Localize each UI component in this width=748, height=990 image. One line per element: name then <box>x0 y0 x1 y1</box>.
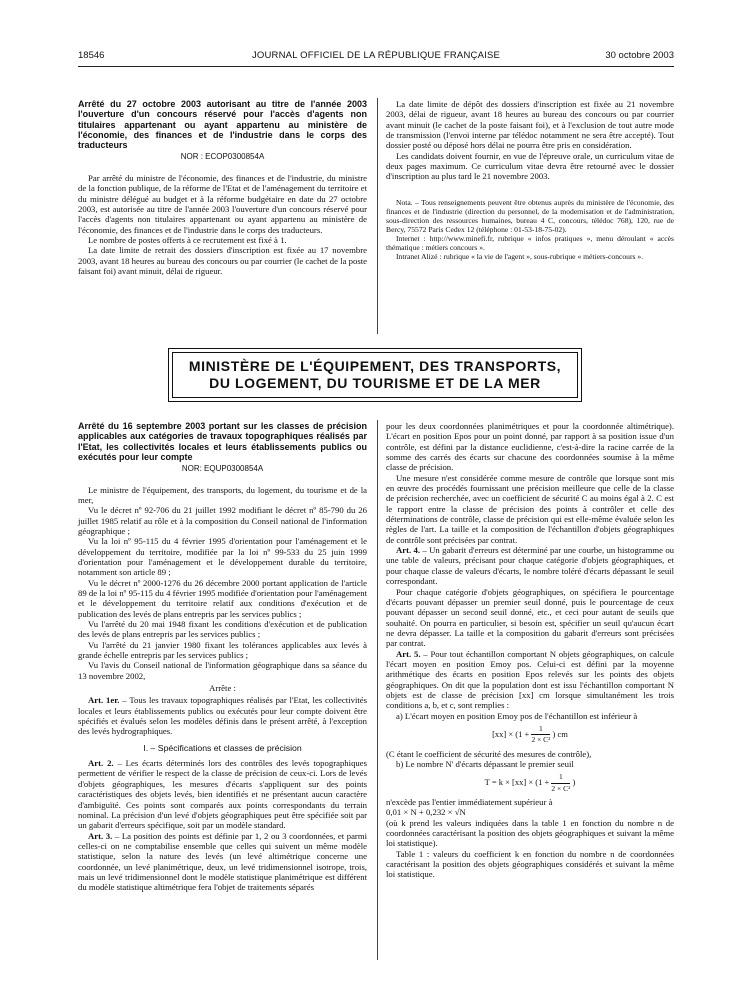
formula-2: T = k × [xx] × (1 + $\frac{1}{\text{2 × C²}}$ ) <box>484 772 576 793</box>
article-label: Art. 1er. <box>88 695 120 706</box>
formula-note: (C étant le coefficient de sécurité des mesures de contrôle), <box>386 748 592 759</box>
article1-note: Nota. – Tous renseignements peuvent être obtenus auprès du ministère de l'économie, des finances et de l'industrie (direction du personnel, de la modernisation et de l'administration, sous-direction des ressources humaines, bureau 4 C, concours, télédoc 768), 120, rue de Bercy, 75572 Paris Cedex 12 (téléphone : 01-53-18-75-02). <box>386 197 674 234</box>
article1-note: Internet : http://www.minefi.fr, rubrique « infos pratiques », menu déroulant « accès thématique : métiers concours ». <box>386 233 674 252</box>
article1-paragraph: Par arrêté du ministre de l'économie, des finances et de l'industrie, du ministre de la fonction publique, de la réforme de l'Etat et de l'aménagement du territoire et du ministre délégué au budget et à la réforme budgétaire en date du 27 octobre 2003, est autorisée au titre de l'année 2003 l'ouverture d'un concours réservé pour l'accès d'agents non titulaires appartenant ou ayant appartenu au ministère de l'économie, des finances et de l'industrie dans le corps des traducteurs. <box>78 172 367 235</box>
ministry-heading-box <box>172 352 578 398</box>
formula-3: 0,01 × N + 0,232 × √N <box>386 807 466 818</box>
article2-paragraph: Une mesure n'est considérée comme mesure de contrôle que lorsque sont mis en œuvre des procédés fournissant une précision meilleure que celle de la classe de précision recherchée, avec un coefficient de sécurité C au moins égal à 2. C est le rapport entre la classe de précision des points à contrôler et celle des déterminations de contrôle, classe de précision qui est elle-même évaluée selon les règles de l'art. La taille et la composition de l'échantillon d'objets géographiques de contrôle sont précisées par contrat. <box>386 472 674 545</box>
arrete-heading: Arrête : <box>209 683 236 694</box>
article-1: Art. 1er. – Tous les travaux topographiques réalisés par l'Etat, les collectivités locales et leurs établissements publics ou exécutés pour leur compte doivent être spécifiés et évalués selon les modèles définis dans le présent arrêté, à l'exception des levés hydrographiques. <box>78 695 368 737</box>
article-4: Art. 4. – Un gabarit d'erreurs est déterminé par une courbe, un histogramme ou une table de valeurs, précisant pour chaque catégorie d'objets géographiques, et pour chaque classe de valeurs d'écarts, le nombre toléré d'écarts dépassant le seuil correspondant. <box>386 545 675 587</box>
article2-paragraph: Vu l'avis du Conseil national de l'information géographique dans sa séance du 13 novembre 2002, <box>78 660 367 681</box>
section-heading: I. – Spécifications et classes de précision <box>143 742 302 753</box>
article2-right-column <box>386 421 674 880</box>
journal-title: JOURNAL OFFICIEL DE LA RÉPUBLIQUE FRANÇAISE <box>251 50 501 61</box>
article1-note: Intranet Alizé : rubrique « la vie de l'agent », sous-rubrique « métiers-concours ». <box>396 251 644 261</box>
table-caption: Table 1 : valeurs du coefficient k en fonction du nombre n de coordonnées caractérisant la position des objets géographiques considérés et suivant la même loi statistique. <box>386 848 674 880</box>
page-header <box>78 50 674 64</box>
article-label: Art. 5. <box>396 648 421 659</box>
article2-paragraph: Vu l'arrêté du 21 janvier 1980 fixant les tolérances applicables aux levés à grande échelle entrepris par les services publics ; <box>78 639 367 661</box>
ministry-line: MINISTÈRE DE L'ÉQUIPEMENT, DES TRANSPORTS, <box>188 358 562 374</box>
article2-nor: NOR: EQUP0300854A <box>181 464 264 474</box>
article-label: Art. 4. <box>396 545 421 556</box>
article-2: Art. 2. – Les écarts déterminés lors des contrôles des levés topographiques permettent de vérifier le respect de la classe de précision de ceux-ci. Lors de levés d'objets géographiques, les mesures d'écarts s'appliquent sur des points caractéristiques des objets levés, bien identifiés et ne présentant aucun caractère d'ambiguïté. Ces points sont comparés aux points correspondants du terrain nominal. La précision d'un levé d'objets géographiques peut être spécifiée soit par un gabarit d'erreurs spécifique, soit par un modèle standard. <box>78 758 367 831</box>
article1-paragraph: Le nombre de postes offerts à ce recrutement est fixé à 1. <box>88 234 287 245</box>
article2-paragraph: Vu l'arrêté du 20 mai 1948 fixant les conditions d'exécution et de publication des levés de plans entrepris par les services publics ; <box>78 619 367 640</box>
condition-b: b) Le nombre N' d'écarts dépassant le premier seuil <box>396 759 574 769</box>
article1-right-column <box>386 99 674 261</box>
article2-left-column <box>78 421 367 893</box>
article-3: Art. 3. – La position des points est définie par 1, 2 ou 3 coordonnées, et parmi celles-ci on ne comptabilise ensemble que celles qui suivent un même modèle statistique, selon la nature des levés (un levé altimétrique concerne une coordonnée, un levé planimétrique, deux, un levé tridimensionnel isotrope, trois, mais un levé tridimensionnel dont le modèle statistique planimétrique est différent du modèle statistique altimétrique fera l'objet de traitements séparés <box>78 830 367 893</box>
column-divider <box>377 98 378 334</box>
issue-date: 30 octobre 2003 <box>605 50 674 61</box>
article1-left-column <box>78 99 367 276</box>
condition-a: a) L'écart moyen en position Emoy pos de l'échantillon est inférieur à <box>396 710 638 721</box>
article-5: Art. 5. – Pour tout échantillon comportant N objets géographiques, on calcule l'écart moyen en position Emoy pos. Celui-ci est défini par la moyenne arithmétique des écarts en position Epos relevés sur les points des objets géographiques. On dit que la population dont est issu l'échantillon comportant N objets est de classe de précision [xx] cm lorsque simultanément les trois conditions a, b, et c, sont remplies : <box>386 648 675 711</box>
article1-paragraph: La date limite de retrait des dossiers d'inscription est fixée au 17 novembre 2003, avant 18 heures au bureau des concours ou par courrier (le cachet de la poste faisant foi) avant minuit, délai de rigueur. <box>78 245 367 276</box>
column-divider <box>377 420 378 960</box>
condition-b-note: (où k prend les valeurs indiquées dans la table 1 en fonction du nombre n de coordonnées caractérisant la position des objets géographiques et suivant la même loi statistique). <box>386 817 674 849</box>
article2-paragraph: Vu la loi nº 95-115 du 4 février 1995 d'orientation pour l'aménagement et le développement du territoire, modifiée par la loi nº 99-533 du 25 juin 1999 d'orientation pour l'aménagement et le développement durable du territoire, notamment son article 89 ; <box>78 536 367 578</box>
article2-paragraph: pour les deux coordonnées planimétriques et pour la coordonnée altimétrique). L'écart en position Epos pour un point donné, par rapport à sa position issue d'un contrôle, est défini par la distance euclidienne, c'est-à-dire la racine carrée de la somme des carrés des écarts sur chacune des coordonnées soumise à la même classe de précision. <box>386 421 674 473</box>
fraction: $\frac{1}{\text{2 × C²}}$ <box>531 723 551 745</box>
formula-1: [xx] × (1 + $\frac{1}{\text{2 × C²}}$ ) cm <box>492 723 568 745</box>
ministry-line: DU LOGEMENT, DU TOURISME ET DE LA MER <box>209 375 541 391</box>
article1-paragraph: La date limite de dépôt des dossiers d'inscription est fixée au 21 novembre 2003, délai de rigueur, avant 18 heures au bureau des concours ou par courrier avant minuit (le cachet de la poste faisant foi), et à l'exclusion de tout autre mode de transmission (l'envoi interne par télédoc notamment ne sera être accepté). Tout dossier posté ou déposé hors délai ne pourra être pris en considération. <box>386 99 674 151</box>
article2-paragraph: Le ministre de l'équipement, des transports, du logement, du tourisme et de la mer, <box>78 484 367 505</box>
condition-b-text: n'excède pas l'entier immédiatement supérieur à <box>386 797 553 808</box>
article-label: Art. 3. <box>88 830 113 841</box>
article2-paragraph: Pour chaque catégorie d'objets géographiques, on spécifiera le pourcentage d'écarts pouvant dépasser un premier seuil donné, puis le pourcentage de ceux pouvant dépasser un second seuil donné, etc., et ceci pour autant de seuils que souhaité. On pourra en particulier, si besoin est, spécifier un seuil qu'aucun écart ne devra dépasser. La taille et la composition du gabarit d'erreurs sont précisées par contrat. <box>386 586 674 649</box>
article1-nor: NOR : ECOP0300854A <box>180 152 265 162</box>
article-label: Art. 2. <box>88 758 114 769</box>
article2-paragraph: Vu le décret nº 2000-1276 du 26 décembre 2000 portant application de l'article 89 de la loi nº 95-115 du 4 février 1995 modifiée d'orientation pour l'aménagement et le développement du territoire relatif aux conditions d'exécution et de publication des levés de plans entrepris par les services publics ; <box>78 577 367 619</box>
article1-title: Arrêté du 27 octobre 2003 autorisant au titre de l'année 2003 l'ouverture d'un concours réservé pour l'accès d'agents non titulaires appartenant ou ayant appartenu au ministère de l'économie, des finances et de l'industrie dans le corps des traducteurs <box>78 99 367 151</box>
page-number: 18546 <box>78 50 105 61</box>
article2-title: Arrêté du 16 septembre 2003 portant sur les classes de précision applicables aux catégories de travaux topographiques réalisés par l'Etat, les collectivités locales et leurs établissements publics ou exécutés pour leur compte <box>78 421 367 462</box>
article1-paragraph: Les candidats doivent fournir, en vue de l'épreuve orale, un curriculum vitae de deux pages maximum. Ce curriculum vitae devra être retourné avec le dossier d'inscription au plus tard le 21 novembre 2003. <box>386 150 674 182</box>
article2-paragraph: Vu le décret nº 92-706 du 21 juillet 1992 modifiant le décret nº 85-790 du 26 juillet 1985 relatif au rôle et à la composition du Conseil national de l'information géographique ; <box>78 505 367 536</box>
fraction: $\frac{1}{\text{2 × C²}}$ <box>551 772 571 793</box>
header-rule <box>78 66 674 67</box>
